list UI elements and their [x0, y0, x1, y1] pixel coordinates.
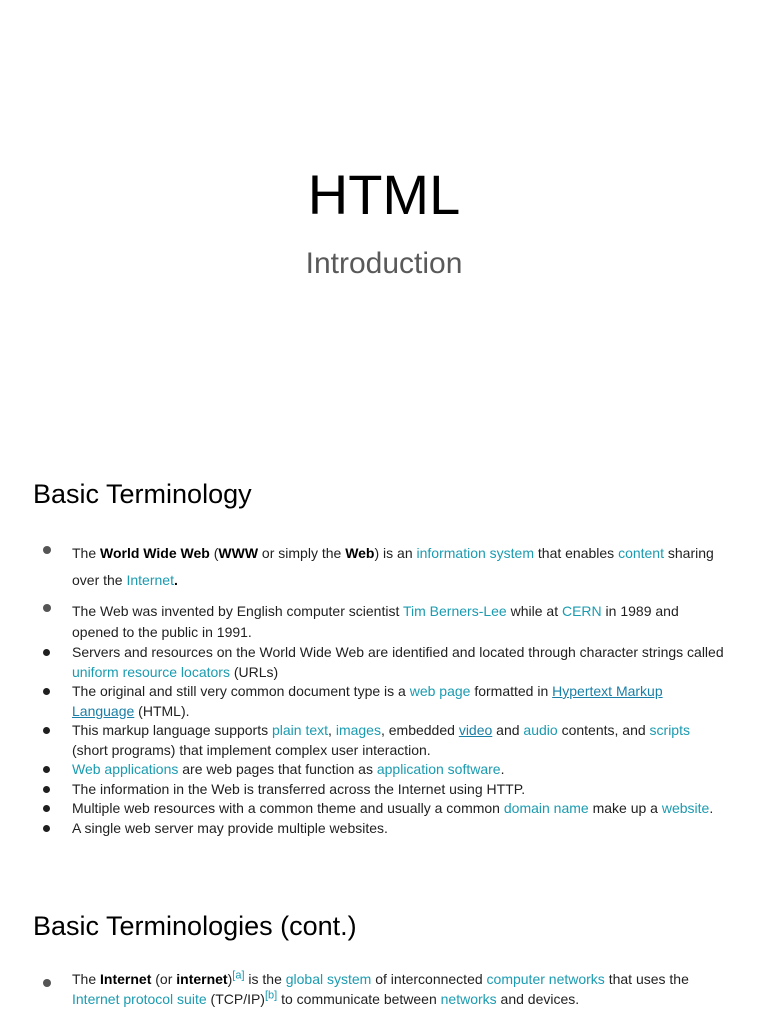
text: The	[72, 971, 101, 987]
text: (or	[151, 971, 177, 987]
text: that uses the	[604, 971, 689, 987]
text: ) is an	[374, 545, 417, 561]
list-item	[0, 721, 768, 760]
text: ,	[328, 722, 336, 738]
list-item	[0, 601, 768, 643]
link-cern[interactable]: CERN	[561, 603, 602, 619]
list-item	[0, 682, 768, 721]
bold-term: internet	[176, 971, 228, 987]
title-slide	[0, 0, 768, 440]
bullet-dot	[43, 825, 50, 832]
text: and devices.	[496, 990, 580, 1007]
bullet-dot	[43, 604, 51, 612]
link-html[interactable]: Hypertext Markup Language	[72, 683, 663, 719]
link-networks[interactable]: networks	[440, 990, 497, 1007]
text: Multiple web resources with a common theme and usually a common	[72, 800, 504, 816]
text: make up a	[588, 800, 662, 816]
text: .	[500, 761, 505, 777]
bullet-dot	[43, 546, 51, 554]
bullet-dot	[43, 649, 50, 656]
bullet-dot	[43, 979, 51, 987]
text: and	[492, 722, 524, 738]
section-title: Basic Terminology	[33, 479, 252, 509]
bold-term: Internet	[100, 971, 152, 987]
list-item	[0, 760, 768, 780]
link-images[interactable]: images	[335, 722, 381, 738]
terminology-list	[0, 540, 768, 838]
bullet-dot	[43, 766, 50, 773]
text: The information in the Web is transferred across the Internet using HTTP.	[72, 780, 526, 797]
link-video[interactable]: video	[458, 722, 493, 738]
section-title: Basic Terminologies (cont.)	[33, 911, 357, 941]
text: sharing over the	[72, 545, 714, 588]
bullet-dot	[43, 688, 50, 695]
bold-term: WWW	[218, 545, 259, 561]
link-domain-name[interactable]: domain name	[503, 800, 589, 816]
link-web-applications[interactable]: Web applications	[72, 761, 179, 777]
text: contents, and	[557, 722, 650, 738]
link-website[interactable]: website	[661, 800, 710, 816]
text: )	[227, 971, 233, 987]
link-plain-text[interactable]: plain text	[272, 722, 329, 738]
link-information-system[interactable]: information system	[416, 545, 534, 561]
link-web-page[interactable]: web page	[409, 683, 471, 699]
list-item	[0, 540, 768, 594]
bullet-dot	[43, 727, 50, 734]
bold-term: Web	[345, 545, 375, 561]
text: .	[173, 572, 178, 588]
link-url[interactable]: uniform resource locators	[72, 663, 230, 680]
text: to communicate between	[277, 990, 441, 1007]
text: .	[709, 800, 714, 816]
bold-term: World Wide Web	[100, 545, 210, 561]
text: while at	[506, 603, 562, 619]
terminology-cont-list	[0, 970, 768, 1009]
link-audio[interactable]: audio	[523, 722, 558, 738]
text: This markup language supports	[72, 722, 272, 738]
text: that enables	[534, 545, 619, 561]
bullet-dot	[43, 786, 50, 793]
text: The original and still very common document type is a	[72, 683, 410, 699]
list-item	[0, 799, 768, 819]
link-computer-networks[interactable]: computer networks	[486, 971, 605, 987]
text: (URLs)	[229, 663, 279, 680]
text: , embedded	[380, 722, 459, 738]
link-global-system[interactable]: global system	[285, 971, 372, 987]
slide-subtitle: Introduction	[305, 247, 463, 280]
link-application-software[interactable]: application software	[376, 761, 501, 777]
footnote-link[interactable]: [a]	[232, 969, 245, 982]
text: A single web server may provide multiple websites.	[72, 819, 388, 836]
text: (	[209, 545, 219, 561]
text: (short programs) that implement complex user interaction.	[72, 741, 431, 758]
text: of interconnected	[371, 971, 487, 987]
text: The	[72, 545, 101, 561]
link-tim-berners-lee[interactable]: Tim Berners-Lee	[402, 603, 507, 619]
link-internet-protocol-suite[interactable]: Internet protocol suite	[72, 990, 207, 1007]
slide-title: HTML	[307, 163, 461, 226]
text: The Web was invented by English computer scientist	[72, 603, 403, 619]
text: formatted in	[470, 683, 553, 699]
text: in 1989 and opened to the public in 1991.	[72, 603, 679, 640]
text: are web pages that function as	[178, 761, 377, 777]
text: or simply the	[258, 545, 346, 561]
list-item	[0, 643, 768, 682]
bullet-dot	[43, 805, 50, 812]
text: (TCP/IP)	[206, 990, 265, 1007]
link-scripts[interactable]: scripts	[649, 722, 690, 738]
list-item	[0, 780, 768, 800]
text: (HTML).	[134, 702, 190, 719]
footnote-link[interactable]: [b]	[264, 988, 278, 1001]
list-item	[0, 819, 768, 839]
text: Servers and resources on the World Wide Web are identified and located through character strings called	[72, 644, 724, 660]
text: is the	[244, 971, 286, 987]
link-internet[interactable]: Internet	[126, 572, 174, 588]
list-item	[0, 970, 768, 1009]
link-content[interactable]: content	[618, 545, 664, 561]
